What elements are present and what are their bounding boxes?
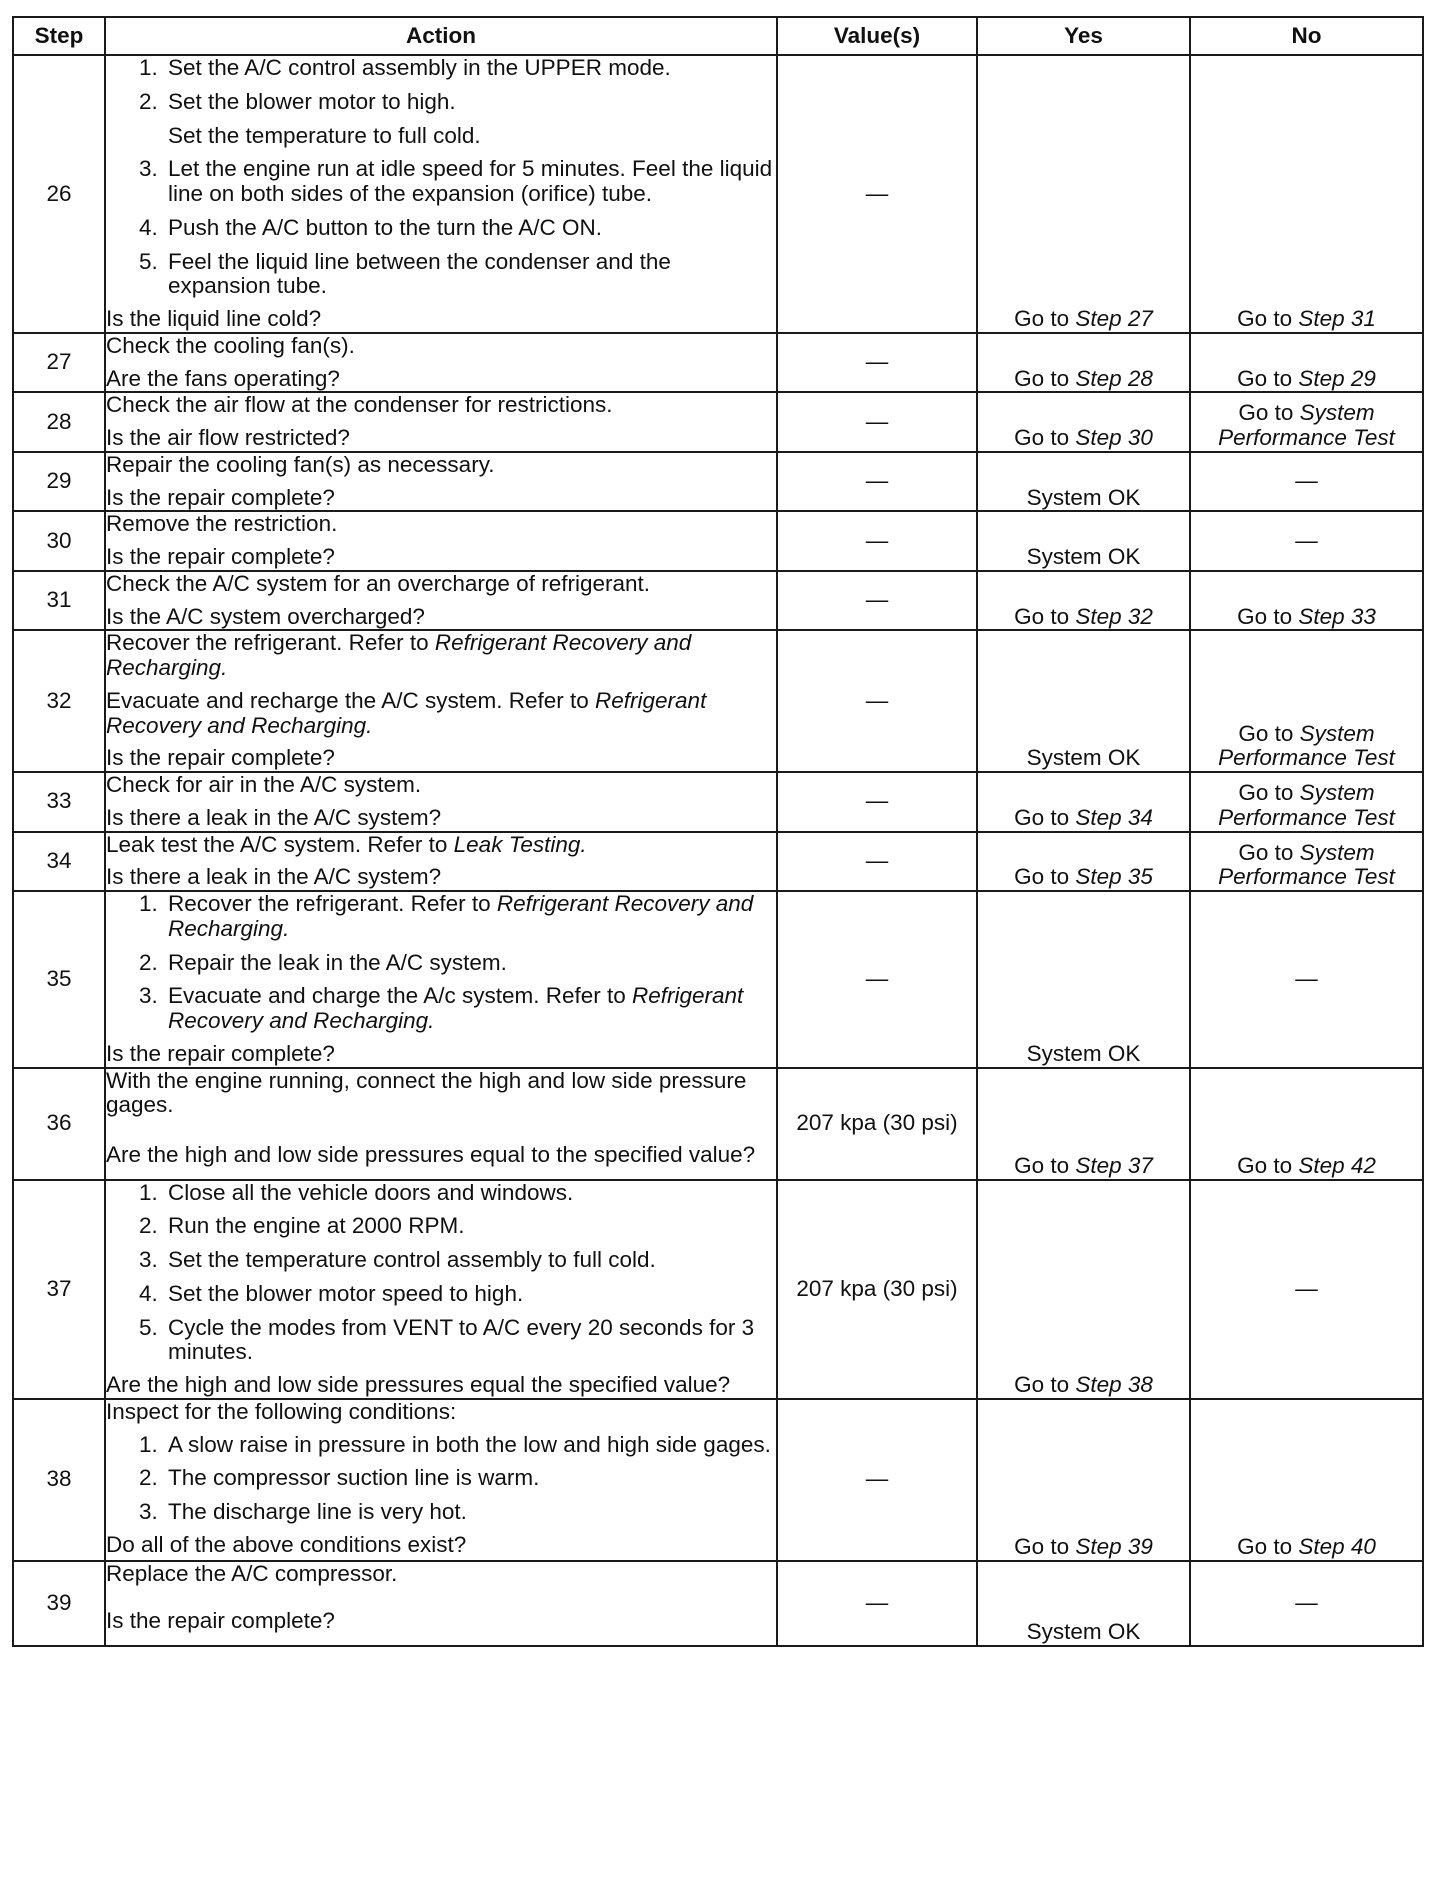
action-line xyxy=(106,1400,776,1425)
step-number: 26 xyxy=(13,55,105,333)
list-item xyxy=(164,90,776,149)
outcome-text: Go to xyxy=(1014,425,1076,450)
text-run: Push the A/C button to the turn the A/C ON. xyxy=(168,214,603,240)
action-line xyxy=(106,689,776,739)
action-content xyxy=(106,773,776,831)
outcome-reference: Step 37 xyxy=(1075,1152,1153,1178)
value-cell xyxy=(777,55,977,333)
value-cell xyxy=(777,571,977,631)
action-content xyxy=(106,1181,776,1398)
outcome-text: Go to xyxy=(1014,603,1076,629)
action-line xyxy=(106,773,776,798)
no-cell xyxy=(1190,630,1423,772)
dash-mark: — xyxy=(865,468,889,494)
table-row xyxy=(13,452,1423,512)
dash-mark: — xyxy=(1295,965,1318,991)
no-cell xyxy=(1190,55,1423,333)
outcome-reference: Step 31 xyxy=(1298,306,1376,331)
table-row xyxy=(13,571,1423,631)
list-item xyxy=(164,250,776,300)
table-row xyxy=(13,1180,1423,1399)
dash-mark: — xyxy=(865,349,889,375)
value-cell xyxy=(777,392,977,452)
action-content xyxy=(106,1069,776,1168)
action-question: Do all of the above conditions exist? xyxy=(106,1531,467,1557)
action-cell xyxy=(105,571,777,631)
outcome-text: Go to xyxy=(1014,864,1076,890)
list-item xyxy=(164,216,776,241)
header-step: Step xyxy=(13,17,105,55)
step-number: 27 xyxy=(13,333,105,393)
action-question: Are the high and low side pressures equal the specified value? xyxy=(106,1372,731,1397)
action-content xyxy=(106,393,776,451)
text-run: Recover the refrigerant. Refer to xyxy=(168,891,497,916)
outcome-text: Go to xyxy=(1238,400,1300,426)
text-run: Inspect for the following conditions: xyxy=(106,1398,457,1424)
list-item xyxy=(164,1248,776,1273)
action-line xyxy=(106,572,776,597)
yes-cell xyxy=(977,392,1190,452)
action-list xyxy=(106,892,776,1034)
action-cell xyxy=(105,333,777,393)
action-content xyxy=(106,892,776,1067)
value-cell xyxy=(777,333,977,393)
text-run: Repair the cooling fan(s) as necessary. xyxy=(106,451,495,477)
no-cell xyxy=(1190,333,1423,393)
value-cell xyxy=(777,891,977,1068)
dash-mark: — xyxy=(865,408,889,434)
outcome-text: System OK xyxy=(1026,1040,1141,1066)
yes-cell xyxy=(977,55,1190,333)
outcome-reference: Step 30 xyxy=(1075,425,1153,450)
action-line xyxy=(106,1069,776,1119)
yes-cell xyxy=(977,1561,1190,1646)
outcome-text: Go to xyxy=(1238,720,1300,746)
outcome-text: Go to xyxy=(1014,1534,1076,1559)
no-cell xyxy=(1190,772,1423,832)
text-run: Remove the restriction. xyxy=(106,511,338,537)
action-cell xyxy=(105,511,777,571)
outcome-reference: Step 35 xyxy=(1075,864,1153,890)
spec-value: 207 kpa (30 psi) xyxy=(796,1110,958,1136)
diagnostic-table xyxy=(12,16,1424,1647)
reference-text: Refrigerant Recovery and Recharging. xyxy=(106,687,707,738)
list-item xyxy=(164,1433,776,1458)
value-cell xyxy=(777,630,977,772)
action-content xyxy=(106,833,776,891)
action-cell xyxy=(105,1068,777,1180)
outcome-text: Go to xyxy=(1014,306,1076,331)
value-cell xyxy=(777,511,977,571)
text-run: Recover the refrigerant. Refer to xyxy=(106,630,435,656)
list-item xyxy=(164,1181,776,1206)
step-number: 36 xyxy=(13,1068,105,1180)
text-run: With the engine running, connect the high and low side pressure gages. xyxy=(106,1067,747,1118)
dash-mark: — xyxy=(865,1589,889,1615)
table-row xyxy=(13,630,1423,772)
text-run: Run the engine at 2000 RPM. xyxy=(168,1213,465,1239)
text-run: Set the A/C control assembly in the UPPER mode. xyxy=(168,55,671,80)
action-content xyxy=(106,1400,776,1558)
yes-cell xyxy=(977,1068,1190,1180)
action-question: Is the air flow restricted? xyxy=(106,425,350,450)
action-content xyxy=(106,56,776,332)
text-run: Check the cooling fan(s). xyxy=(106,332,355,358)
outcome-reference: System Performance Test xyxy=(1218,839,1395,890)
text-run: Set the blower motor speed to high. xyxy=(168,1280,524,1306)
text-run: Evacuate and charge the A/c system. Refer to xyxy=(168,983,632,1009)
table-row xyxy=(13,1399,1423,1561)
outcome-text: Go to xyxy=(1237,603,1299,629)
dash-mark: — xyxy=(865,1466,889,1492)
outcome-reference: System Performance Test xyxy=(1218,400,1395,450)
no-cell xyxy=(1190,891,1423,1068)
outcome-text: System OK xyxy=(1026,1619,1141,1644)
list-item xyxy=(164,56,776,81)
action-question: Is the repair complete? xyxy=(106,1608,335,1633)
list-item xyxy=(164,1282,776,1307)
action-cell xyxy=(105,452,777,512)
outcome-text: System OK xyxy=(1026,484,1141,510)
no-cell xyxy=(1190,1180,1423,1399)
table-row xyxy=(13,392,1423,452)
outcome-text: System OK xyxy=(1026,745,1141,771)
outcome-reference: Step 42 xyxy=(1298,1152,1376,1178)
step-number: 30 xyxy=(13,511,105,571)
dash-mark: — xyxy=(865,847,889,873)
reference-text: Refrigerant Recovery and Recharging. xyxy=(168,983,744,1033)
step-number: 37 xyxy=(13,1180,105,1399)
action-cell xyxy=(105,772,777,832)
action-line xyxy=(106,334,776,359)
list-item-sub: Set the temperature to full cold. xyxy=(168,122,481,148)
action-cell xyxy=(105,891,777,1068)
dash-mark: — xyxy=(1295,468,1318,494)
outcome-text: Go to xyxy=(1014,1372,1076,1397)
outcome-reference: System Performance Test xyxy=(1218,780,1395,830)
action-list xyxy=(106,1433,776,1525)
outcome-text: Go to xyxy=(1237,306,1299,331)
text-run: Feel the liquid line between the condenser and the expansion tube. xyxy=(168,248,671,299)
dash-mark: — xyxy=(865,965,889,991)
text-run: The discharge line is very hot. xyxy=(168,1499,467,1524)
action-question: Is the liquid line cold? xyxy=(106,306,322,331)
outcome-reference: Step 27 xyxy=(1075,306,1153,331)
action-content xyxy=(106,631,776,771)
no-cell xyxy=(1190,392,1423,452)
step-number: 35 xyxy=(13,891,105,1068)
step-number: 34 xyxy=(13,832,105,892)
text-run: Check for air in the A/C system. xyxy=(106,772,422,797)
text-run: Cycle the modes from VENT to A/C every 20 seconds for 3 minutes. xyxy=(168,1314,755,1365)
text-run: Close all the vehicle doors and windows. xyxy=(168,1179,574,1205)
text-run: Let the engine run at idle speed for 5 minutes. Feel the liquid line on both sides of the expansion (orifice) tube. xyxy=(168,156,773,206)
value-cell xyxy=(777,832,977,892)
action-content xyxy=(106,512,776,570)
list-item xyxy=(164,157,776,207)
yes-cell xyxy=(977,891,1190,1068)
text-run: Check the air flow at the condenser for restrictions. xyxy=(106,392,613,418)
action-line xyxy=(106,833,776,858)
no-cell xyxy=(1190,511,1423,571)
spec-value: 207 kpa (30 psi) xyxy=(796,1275,958,1301)
table-row xyxy=(13,333,1423,393)
list-item xyxy=(164,1466,776,1491)
outcome-text: Go to xyxy=(1238,780,1300,805)
outcome-reference: Step 40 xyxy=(1298,1534,1376,1559)
action-line xyxy=(106,512,776,537)
outcome-text: Go to xyxy=(1014,365,1076,391)
step-number: 38 xyxy=(13,1399,105,1561)
action-question: Is there a leak in the A/C system? xyxy=(106,864,442,890)
outcome-reference: Step 39 xyxy=(1075,1534,1153,1559)
yes-cell xyxy=(977,630,1190,772)
text-run: The compressor suction line is warm. xyxy=(168,1465,540,1491)
list-item xyxy=(164,1214,776,1239)
action-question: Are the high and low side pressures equal to the specified value? xyxy=(106,1141,756,1167)
step-number: 39 xyxy=(13,1561,105,1646)
no-cell xyxy=(1190,1399,1423,1561)
yes-cell xyxy=(977,511,1190,571)
action-content xyxy=(106,572,776,630)
outcome-text: Go to xyxy=(1237,1152,1299,1178)
outcome-text: Go to xyxy=(1238,839,1300,865)
action-question: Is the repair complete? xyxy=(106,1040,335,1066)
text-run: Set the blower motor to high. xyxy=(168,88,456,114)
text-run: A slow raise in pressure in both the low and high side gages. xyxy=(168,1431,771,1457)
action-content xyxy=(106,1562,776,1634)
dash-mark: — xyxy=(865,180,889,206)
outcome-reference: Step 28 xyxy=(1075,365,1153,391)
table-row xyxy=(13,832,1423,892)
action-line xyxy=(106,453,776,478)
action-content xyxy=(106,453,776,511)
outcome-text: System OK xyxy=(1026,544,1141,569)
yes-cell xyxy=(977,832,1190,892)
outcome-text: Go to xyxy=(1014,1152,1076,1178)
no-cell xyxy=(1190,571,1423,631)
action-question: Is the repair complete? xyxy=(106,484,335,510)
no-cell xyxy=(1190,1561,1423,1646)
header-values: Value(s) xyxy=(777,17,977,55)
outcome-reference: Step 32 xyxy=(1075,603,1153,629)
outcome-text: Go to xyxy=(1237,1534,1299,1559)
table-row xyxy=(13,1561,1423,1646)
reference-text: Leak Testing. xyxy=(453,831,587,857)
outcome-reference: Step 38 xyxy=(1075,1372,1153,1397)
no-cell xyxy=(1190,452,1423,512)
yes-cell xyxy=(977,571,1190,631)
header-no: No xyxy=(1190,17,1423,55)
outcome-text: Go to xyxy=(1237,365,1299,391)
dash-mark: — xyxy=(1295,1275,1318,1301)
yes-cell xyxy=(977,333,1190,393)
step-number: 29 xyxy=(13,452,105,512)
dash-mark: — xyxy=(865,687,889,713)
action-line xyxy=(106,631,776,681)
action-list xyxy=(106,1181,776,1366)
list-item xyxy=(164,951,776,976)
text-run: Leak test the A/C system. Refer to xyxy=(106,831,454,857)
outcome-reference: System Performance Test xyxy=(1218,720,1395,771)
dash-mark: — xyxy=(1295,1589,1318,1615)
reference-text: Refrigerant Recovery and Recharging. xyxy=(168,891,754,941)
action-cell xyxy=(105,832,777,892)
list-item xyxy=(164,892,776,942)
yes-cell xyxy=(977,772,1190,832)
value-cell xyxy=(777,1399,977,1561)
list-item xyxy=(164,1316,776,1366)
value-cell xyxy=(777,1180,977,1399)
no-cell xyxy=(1190,1068,1423,1180)
action-question: Is the repair complete? xyxy=(106,544,335,569)
table-body xyxy=(13,55,1423,1646)
yes-cell xyxy=(977,452,1190,512)
yes-cell xyxy=(977,1180,1190,1399)
header-action: Action xyxy=(105,17,777,55)
dash-mark: — xyxy=(865,587,889,613)
action-question: Are the fans operating? xyxy=(106,365,340,391)
outcome-reference: Step 34 xyxy=(1075,804,1153,830)
action-cell xyxy=(105,1180,777,1399)
text-run: Evacuate and recharge the A/C system. Refer to xyxy=(106,687,596,713)
dash-mark: — xyxy=(865,527,889,553)
header-yes: Yes xyxy=(977,17,1190,55)
action-cell xyxy=(105,1399,777,1561)
action-cell xyxy=(105,392,777,452)
step-number: 32 xyxy=(13,630,105,772)
no-cell xyxy=(1190,832,1423,892)
action-cell xyxy=(105,630,777,772)
action-list xyxy=(106,56,776,299)
dash-mark: — xyxy=(1295,527,1318,553)
action-content xyxy=(106,334,776,392)
action-question: Is there a leak in the A/C system? xyxy=(106,804,442,830)
action-line xyxy=(106,393,776,418)
outcome-reference: Step 29 xyxy=(1298,365,1376,391)
action-cell xyxy=(105,55,777,333)
reference-text: Refrigerant Recovery and Recharging. xyxy=(106,630,692,680)
action-question: Is the repair complete? xyxy=(106,745,335,771)
text-run: Check the A/C system for an overcharge of refrigerant. xyxy=(106,570,650,596)
table-row xyxy=(13,891,1423,1068)
list-item xyxy=(164,1500,776,1525)
action-question: Is the A/C system overcharged? xyxy=(106,603,425,629)
table-row xyxy=(13,772,1423,832)
step-number: 31 xyxy=(13,571,105,631)
table-row xyxy=(13,55,1423,333)
outcome-text: Go to xyxy=(1014,804,1076,830)
header-row xyxy=(13,17,1423,55)
outcome-reference: Step 33 xyxy=(1298,603,1376,629)
text-run: Set the temperature control assembly to full cold. xyxy=(168,1247,656,1272)
text-run: Repair the leak in the A/C system. xyxy=(168,949,507,975)
dash-mark: — xyxy=(865,788,889,814)
step-number: 33 xyxy=(13,772,105,832)
value-cell xyxy=(777,1561,977,1646)
value-cell xyxy=(777,452,977,512)
text-run: Replace the A/C compressor. xyxy=(106,1560,398,1586)
table-row xyxy=(13,1068,1423,1180)
step-number: 28 xyxy=(13,392,105,452)
yes-cell xyxy=(977,1399,1190,1561)
action-cell xyxy=(105,1561,777,1646)
value-cell xyxy=(777,772,977,832)
action-line xyxy=(106,1562,776,1587)
value-cell xyxy=(777,1068,977,1180)
table-row xyxy=(13,511,1423,571)
list-item xyxy=(164,984,776,1034)
